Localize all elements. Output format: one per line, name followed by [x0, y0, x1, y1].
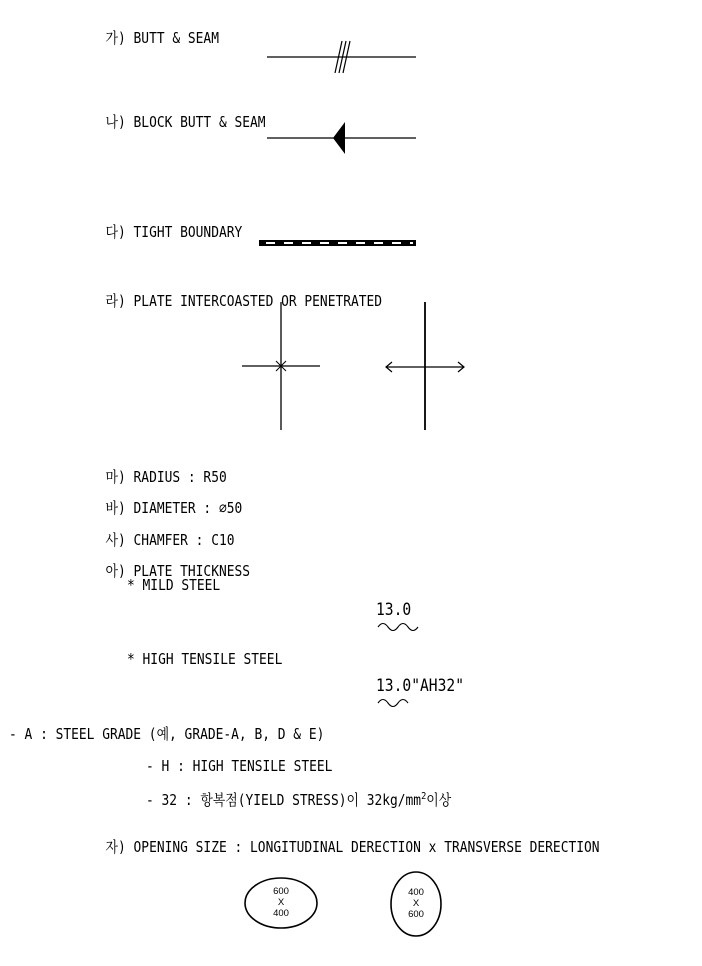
item-text: PLATE THICKNESS — [133, 562, 251, 580]
mild-steel-value: 13.0 — [376, 600, 412, 620]
high-tensile-value: 13.0"AH32" — [376, 676, 465, 696]
yield-note-suffix: 이상 — [426, 791, 452, 809]
item-text: DIAMETER : — [133, 499, 219, 517]
tight-boundary-symbol — [259, 240, 416, 246]
item-key: 바) — [105, 499, 126, 517]
item-text: TIGHT BOUNDARY — [133, 223, 243, 241]
opening-vertical-top: 400 — [408, 887, 424, 898]
yield-note-text: - 32 : 항복점(YIELD STRESS)이 32kg/mm — [146, 791, 422, 809]
mild-steel-wave — [378, 624, 418, 631]
opening-horizontal-top: 600 — [273, 886, 289, 897]
diameter-symbol: ∅ — [218, 499, 227, 517]
item-key: 사) — [105, 531, 126, 549]
mild-steel-label: * MILD STEEL — [127, 576, 221, 594]
item-text: RADIUS : R50 — [133, 468, 227, 486]
opening-horizontal-x: X — [277, 897, 285, 908]
opening-vertical-bottom: 600 — [408, 909, 424, 920]
item-key: 자) — [105, 838, 126, 856]
opening-vertical-x: X — [412, 898, 420, 909]
high-tensile-wave — [378, 700, 408, 707]
plate-intercoasted-symbol — [242, 302, 320, 430]
item-key: 가) — [105, 29, 126, 47]
item-text: PLATE INTERCOASTED OR PENETRATED — [133, 292, 383, 310]
high-tensile-label: * HIGH TENSILE STEEL — [127, 650, 283, 668]
yield-note-superscript: 2 — [421, 791, 427, 802]
item-key: 다) — [105, 223, 126, 241]
item-key: 라) — [105, 292, 126, 310]
opening-horizontal-bottom: 400 — [273, 908, 289, 919]
item-text: BLOCK BUTT & SEAM — [133, 113, 266, 131]
item-text: BUTT & SEAM — [133, 29, 219, 47]
item-text: OPENING SIZE : LONGITUDINAL DERECTION x TRANSVERSE DERECTION — [133, 838, 600, 856]
item-key: 마) — [105, 468, 126, 486]
steel-grade-note: - A : STEEL GRADE (예, GRADE-A, B, D & E) — [9, 725, 325, 743]
item-key: 아) — [105, 562, 126, 580]
item-text: CHAMFER : C10 — [133, 531, 235, 549]
plate-penetrated-symbol — [386, 302, 464, 430]
high-tensile-note: - H : HIGH TENSILE STEEL — [146, 757, 333, 775]
butt-seam-symbol — [267, 41, 416, 73]
block-butt-seam-symbol — [267, 122, 416, 154]
diameter-value: 50 — [226, 499, 243, 517]
item-key: 나) — [105, 113, 126, 131]
